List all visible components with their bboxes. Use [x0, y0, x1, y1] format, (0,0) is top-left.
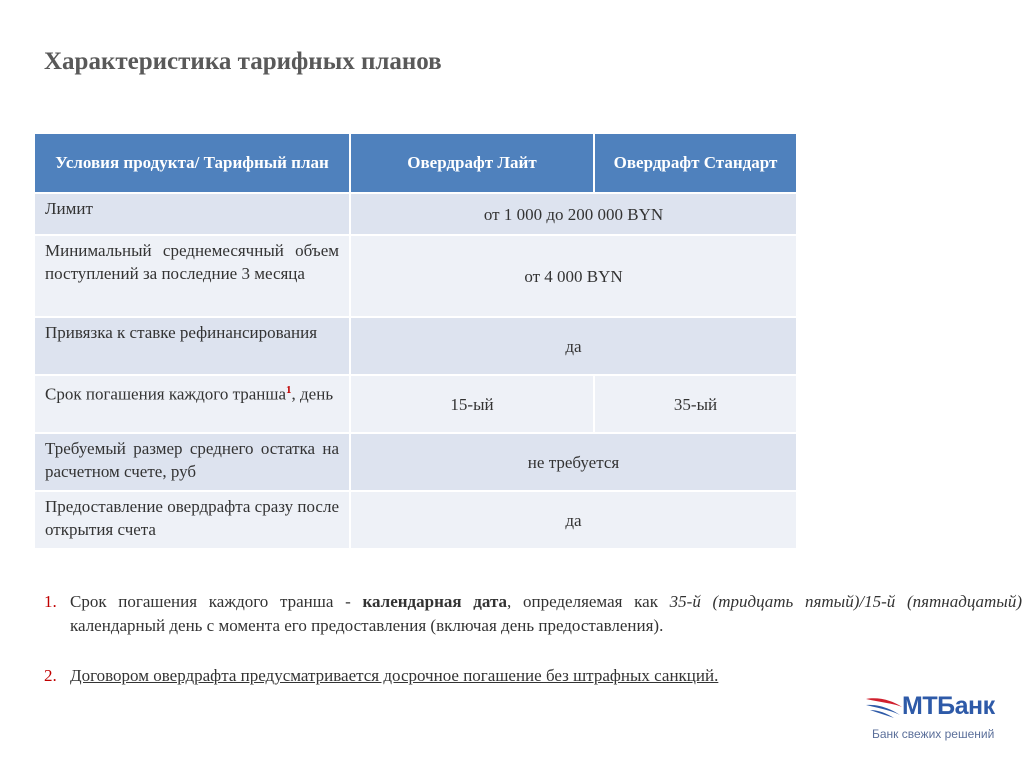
tariff-table: [33, 132, 798, 550]
footnote-part: календарный день с момента его предоставления (включая день предоставления).: [70, 616, 664, 635]
repayment-term-suffix: , день: [291, 384, 334, 404]
table-row: [34, 433, 797, 491]
row-value-min-balance: не требуется: [350, 433, 797, 491]
footnote-underlined: Договором овердрафта предусматривается досрочное погашение без штрафных санкций.: [70, 666, 719, 685]
row-label-repayment-term: [34, 375, 350, 433]
footnote-italic: 35-й (тридцать пятый)/15-й (пятнадцатый): [669, 592, 1022, 611]
page-title: Характеристика тарифных планов: [44, 48, 442, 75]
row-value-min-income: от 4 000 BYN: [350, 235, 797, 317]
column-header-overdraft-lite: Овердрафт Лайт: [350, 133, 594, 193]
row-label-limit: Лимит: [34, 193, 350, 235]
footnote-part: Срок погашения каждого транша -: [70, 592, 363, 611]
column-header-conditions: Условия продукта/ Тарифный план: [34, 133, 350, 193]
footnote-marker: 1: [286, 384, 292, 396]
row-value-repayment-lite: 15-ый: [350, 375, 594, 433]
table-row: [34, 235, 797, 317]
footnote-part: , определяемая как: [507, 592, 670, 611]
logo-tagline: Банк свежих решений: [872, 727, 995, 741]
row-value-limit: от 1 000 до 200 000 BYN: [350, 193, 797, 235]
table-row: [34, 193, 797, 235]
table-row: [34, 491, 797, 549]
column-header-overdraft-standard: Овердрафт Стандарт: [594, 133, 797, 193]
logo-name: МТБанк: [902, 692, 995, 720]
table-row: [34, 317, 797, 375]
row-label-immediate-overdraft: Предоставление овердрафта сразу после открытия счета: [34, 491, 350, 549]
footnote-text: [70, 664, 1024, 688]
footnote-text: [70, 590, 1024, 638]
row-value-repayment-standard: 35-ый: [594, 375, 797, 433]
footnote-bold: календарная дата: [362, 592, 508, 611]
footnotes: [44, 590, 1024, 688]
footnote-number: 1.: [44, 592, 57, 611]
row-value-refinancing: да: [350, 317, 797, 375]
row-value-immediate-overdraft: да: [350, 491, 797, 549]
row-label-min-balance: Требуемый размер среднего остатка на расчетном счете, руб: [34, 433, 350, 491]
table-row: [34, 375, 797, 433]
repayment-term-text: Срок погашения каждого транша: [45, 384, 287, 404]
footnote-2: [44, 664, 1024, 688]
mtbank-logo: [862, 692, 1002, 748]
row-label-refinancing: Привязка к ставке рефинансирования: [34, 317, 350, 375]
bank-swoosh-icon: [864, 695, 904, 719]
row-label-min-income: Минимальный среднемесячный объем поступлений за последние 3 месяца: [34, 235, 350, 317]
footnote-number: 2.: [44, 666, 57, 685]
table-header-row: [34, 133, 797, 193]
footnote-1: [44, 590, 1024, 638]
